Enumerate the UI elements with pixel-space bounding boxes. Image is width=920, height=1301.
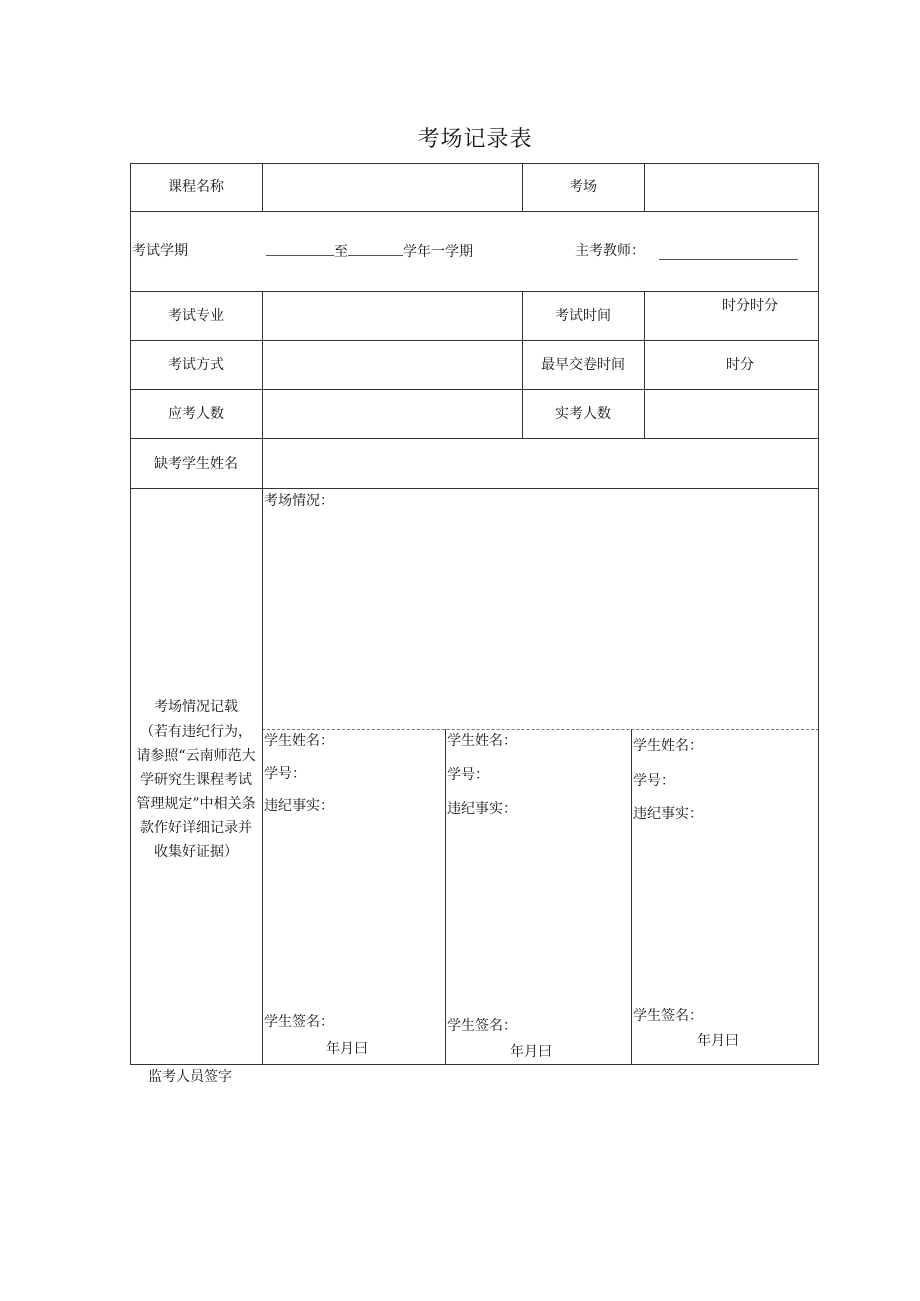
col-divider bbox=[644, 291, 645, 438]
row-divider bbox=[130, 211, 819, 212]
row-divider bbox=[130, 438, 819, 439]
row-divider bbox=[130, 488, 819, 489]
violation-3-name: 学生姓名： bbox=[633, 738, 703, 754]
start-year-blank bbox=[266, 241, 334, 256]
table-border-left bbox=[130, 163, 131, 1065]
violation-col-divider bbox=[631, 729, 632, 1065]
situation-label: 考场情况： bbox=[264, 493, 334, 509]
situation-divider bbox=[262, 729, 819, 730]
row-divider bbox=[130, 389, 819, 390]
violation-1-sign: 学生签名： bbox=[264, 1014, 334, 1030]
exam-term-field bbox=[266, 241, 473, 262]
chief-teacher-label: 主考教师： bbox=[575, 243, 645, 259]
course-name-label: 课程名称 bbox=[168, 179, 224, 195]
col-divider bbox=[262, 163, 263, 211]
violation-2-sign: 学生签名： bbox=[447, 1018, 517, 1034]
table-border-top bbox=[130, 163, 819, 164]
end-year-blank bbox=[348, 241, 403, 256]
exam-room-label: 考场 bbox=[569, 179, 597, 195]
violation-1-name: 学生姓名： bbox=[264, 733, 334, 749]
term-year-term-text: 学年一学期 bbox=[403, 244, 473, 260]
violation-2-fact: 违纪事实： bbox=[447, 801, 517, 817]
record-label-title: 考场情况记载 bbox=[154, 699, 238, 715]
actual-count-label: 实考人数 bbox=[555, 406, 611, 422]
term-to-text: 至 bbox=[334, 244, 348, 260]
exam-method-label: 考试方式 bbox=[168, 357, 224, 373]
col-divider bbox=[644, 163, 645, 211]
violation-2-name: 学生姓名： bbox=[447, 733, 517, 749]
row-divider bbox=[130, 291, 819, 292]
earliest-submit-value: 时分 bbox=[726, 357, 754, 373]
record-label-note: （若有违纪行为，请参照“云南师范大学研究生课程考试管理规定”中相关条款作好详细记录并收集好证据） bbox=[136, 724, 256, 860]
proctor-sign-label: 监考人员签字 bbox=[148, 1069, 232, 1085]
chief-teacher-blank bbox=[659, 245, 798, 260]
violation-3-sign: 学生签名： bbox=[633, 1008, 703, 1024]
violation-2-date: 年月曰 bbox=[510, 1044, 552, 1060]
violation-2-id: 学号： bbox=[447, 767, 489, 783]
earliest-submit-label: 最早交卷时间 bbox=[541, 357, 625, 373]
violation-1-id: 学号： bbox=[264, 766, 306, 782]
violation-3-id: 学号： bbox=[633, 773, 675, 789]
col-divider bbox=[262, 291, 263, 1065]
page-title: 考场记录表 bbox=[417, 127, 533, 152]
absent-names-label: 缺考学生姓名 bbox=[154, 456, 238, 472]
table-border-bottom bbox=[130, 1064, 819, 1065]
row-divider bbox=[130, 340, 819, 341]
exam-major-label: 考试专业 bbox=[168, 308, 224, 324]
exam-time-label: 考试时间 bbox=[555, 308, 611, 324]
violation-3-fact: 违纪事实： bbox=[633, 806, 703, 822]
violation-1-fact: 违纪事实： bbox=[264, 798, 334, 814]
violation-col-divider bbox=[445, 729, 446, 1065]
violation-3-date: 年月曰 bbox=[697, 1033, 739, 1049]
violation-1-date: 年月曰 bbox=[326, 1041, 368, 1057]
exam-time-value: 时分时分 bbox=[722, 298, 778, 314]
expected-count-label: 应考人数 bbox=[168, 406, 224, 422]
exam-term-label: 考试学期 bbox=[132, 243, 188, 259]
